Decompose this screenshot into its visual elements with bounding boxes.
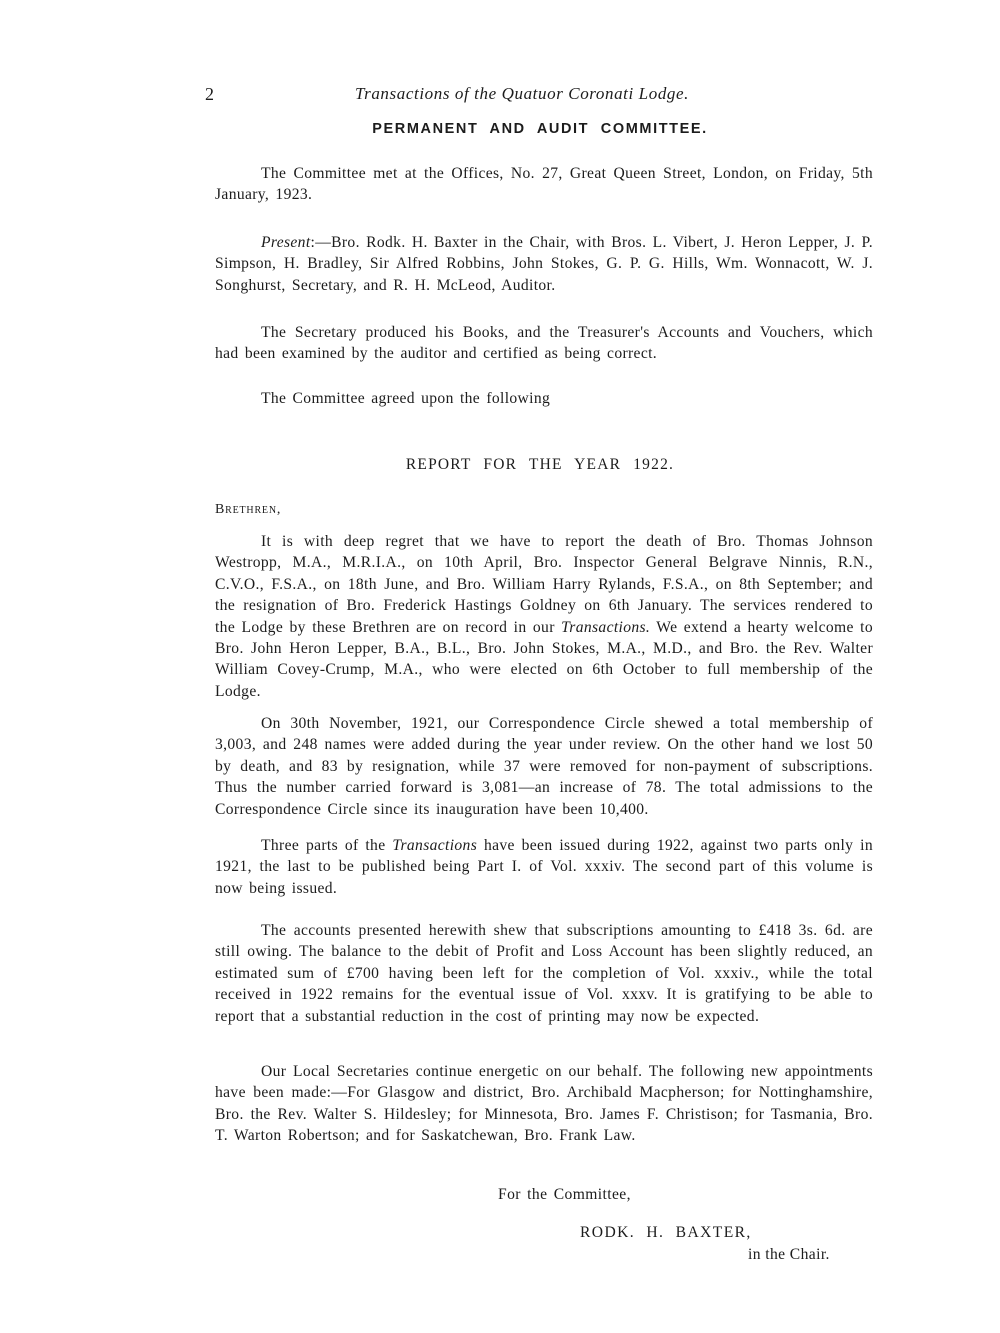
page-number: 2 — [205, 84, 214, 104]
para1-text-b: We extend a hearty welcome to Bro. John Heron Lepper, B.A., B.L., Bro. John Stokes, M.A., M.D., and Bro. the Rev. Walter William Covey-Crump, M.A., who were elected on 6th October to full membership of the Lodge. — [215, 618, 873, 700]
para4-text: The accounts presented herewith shew that subscriptions amounting to £418 3s. 6d. are still owing. The balance to the debit of Profit and Loss Account has been slightly reduced, an estimated sum of £700 having been left for the completion of Vol. xxxiv., while the total received in 1922 remains for the eventual issue of Vol. xxxv. It is gratifying to be able to report that a substantial reduction in the cost of printing may now be expected. — [215, 922, 873, 1025]
para1-italic: Transactions. — [561, 618, 651, 636]
para3-italic: Transactions — [392, 837, 478, 854]
books-text: The Secretary produced his Books, and the Treasurer's Accounts and Vouchers, which had been examined by the auditor and certified as being correct. — [215, 324, 873, 363]
signature-name: RODK. H. BAXTER, — [580, 1224, 752, 1241]
para3-text-a: Three parts of the — [261, 837, 393, 854]
page-header — [205, 84, 745, 110]
salutation: Brethren, — [215, 502, 282, 517]
para5-text: Our Local Secretaries continue energetic on our behalf. The following new appointments have been made:—For Glasgow and district, Bro. Archibald Macpherson; for Nottinghamshire, Bro. the Rev. Walter S. Hildesley; for Minnesota, Bro. James F. Christison; for Tasmania, Bro. T. Warton Robertson; and for Saskatchewan, Bro. Frank Law. — [215, 1063, 873, 1145]
para3-text-b: have been issued during 1922, against two parts only in 1921, the last to be published being Part I. of Vol. xxxiv. The second part of this volume is now being issued. — [215, 837, 873, 897]
para1-text-a: It is with deep regret that we have to report the death of Bro. Thomas Johnson Westropp, M.A., M.R.I.A., on 10th April, Bro. Inspector General Belgrave Ninnis, R.N., C.V.O., F.S.A., on 18th June, and Bro. William Harry Rylands, F.S.A., on 8th September; and the resignation of Bro. Frederick Hastings Goldney on 6th January. The services rendered to the Lodge by these Brethren are on record in our — [215, 533, 873, 636]
books-paragraph — [215, 322, 873, 365]
report-paragraph-secretaries — [215, 1061, 873, 1147]
signature-role: in the Chair. — [748, 1246, 830, 1263]
meeting-text: The Committee met at the Offices, No. 27, Great Queen Street, London, on Friday, 5th January, 1923. — [215, 165, 873, 204]
present-label: Present — [261, 234, 311, 251]
meeting-paragraph — [215, 163, 873, 206]
committee-heading: PERMANENT AND AUDIT COMMITTEE. — [372, 121, 708, 137]
report-paragraph-membership — [215, 713, 873, 820]
report-heading: REPORT FOR THE YEAR 1922. — [405, 456, 675, 473]
present-text: :—Bro. Rodk. H. Baxter in the Chair, with Bros. L. Vibert, J. Heron Lepper, J. P. Simpson, H. Bradley, Sir Alfred Robbins, John Stokes, G. P. G. Hills, Wm. Wonnacott, W. J. Songhurst, Secretary, and R. H. McLeod, Auditor. — [215, 234, 873, 294]
report-paragraph-deaths — [215, 531, 873, 702]
para2-text: On 30th November, 1921, our Correspondence Circle shewed a total membership of 3,003, and 248 names were added during the year under review. On the other hand we lost 50 by death, and 83 by resignation, while 37 were removed for non-payment of subscriptions. Thus the number carried forward is 3,081—an increase of 78. The total admissions to the Correspondence Circle since its inauguration have been 10,400. — [215, 715, 873, 818]
signoff: For the Committee, — [498, 1186, 631, 1203]
agreed-paragraph — [215, 388, 873, 409]
report-paragraph-accounts — [215, 920, 873, 1027]
running-title: Transactions of the Quatuor Coronati Lodge. — [355, 84, 690, 103]
present-paragraph — [215, 232, 873, 296]
report-paragraph-transactions — [215, 835, 873, 899]
agreed-text: The Committee agreed upon the following — [261, 390, 551, 407]
